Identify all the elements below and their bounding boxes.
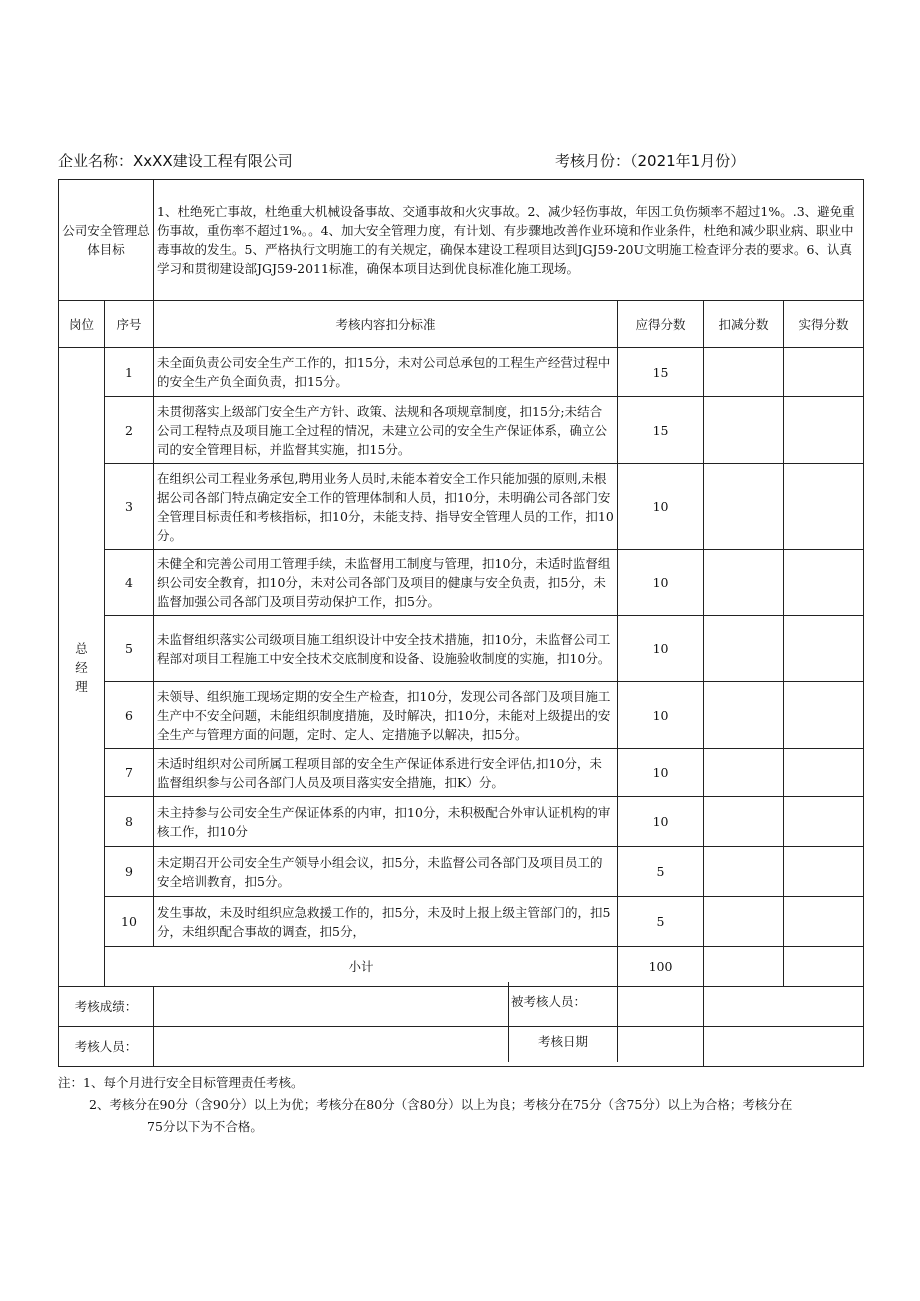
col-post: 岗位 [59, 301, 105, 348]
note-2b-text: 75分以下为不合格。 [147, 1119, 263, 1134]
col-content: 考核内容扣分标准 [154, 301, 618, 348]
date-value[interactable] [704, 1027, 864, 1067]
actual-cell[interactable] [784, 464, 864, 550]
item-score: 10 [618, 797, 704, 847]
item-text: 未定期召开公司安全生产领导小组会议，扣5分，未监督公司各部门及项目员工的安全培训教育，扣5分。 [154, 847, 618, 897]
table-row [59, 847, 864, 897]
subtotal-score: 100 [618, 947, 704, 987]
deduct-cell[interactable] [704, 464, 784, 550]
assessor-label: 考核人员： [59, 1027, 154, 1067]
deduct-cell[interactable] [704, 797, 784, 847]
item-seq: 5 [105, 616, 154, 682]
item-score: 15 [618, 397, 704, 464]
note-1: 注：1、每个月进行安全目标管理责任考核。 [58, 1075, 304, 1090]
deduct-cell[interactable] [704, 397, 784, 464]
assessee-value[interactable] [704, 987, 864, 1027]
actual-cell[interactable] [784, 797, 864, 847]
col-deduct: 扣减分数 [704, 301, 784, 348]
table-row [59, 616, 864, 682]
actual-cell[interactable] [784, 749, 864, 797]
actual-cell[interactable] [784, 348, 864, 397]
item-score: 5 [618, 847, 704, 897]
item-seq: 3 [105, 464, 154, 550]
goal-row [59, 180, 864, 301]
item-seq: 9 [105, 847, 154, 897]
item-text: 未监督组织落实公司级项目施工组织设计中安全技术措施，扣10分，未监督公司工程部对项目工程施工中安全技术交底制度和设备、设施验收制度的实施，扣10分。 [154, 616, 618, 682]
subtotal-actual[interactable] [784, 947, 864, 987]
post-char: 经 [75, 659, 88, 675]
item-score: 10 [618, 616, 704, 682]
item-score: 5 [618, 897, 704, 947]
table-row [59, 550, 864, 616]
header [58, 150, 863, 174]
actual-cell[interactable] [784, 682, 864, 749]
note-2 [58, 1094, 863, 1116]
column-header-row [59, 301, 864, 348]
deduct-cell[interactable] [704, 550, 784, 616]
table-row [59, 464, 864, 550]
table-row [59, 397, 864, 464]
item-text: 未全面负责公司安全生产工作的，扣15分，未对公司总承包的工程生产经营过程中的安全生产负全面负责，扣15分。 [154, 348, 618, 397]
table-row [59, 797, 864, 847]
assessee-divider [617, 982, 618, 1022]
note-2-continued [58, 1116, 863, 1138]
result-label: 考核成绩： [59, 987, 154, 1027]
subtotal-row [59, 947, 864, 987]
item-score: 10 [618, 682, 704, 749]
table-row [59, 682, 864, 749]
actual-cell[interactable] [784, 616, 864, 682]
deduct-cell[interactable] [704, 897, 784, 947]
deduct-cell[interactable] [704, 682, 784, 749]
subtotal-label: 小计 [105, 947, 618, 987]
item-seq: 10 [105, 897, 154, 947]
actual-cell[interactable] [784, 550, 864, 616]
item-text: 在组织公司工程业务承包,聘用业务人员时,未能本着安全工作只能加强的原则,未根据公司各部门特点确定安全工作的管理体制和人员，扣10分，未明确公司各部门安全管理目标责任和考核指标，扣10分，未能支持、指导安全管理人员的工作，扣10分。 [154, 464, 618, 550]
item-seq: 4 [105, 550, 154, 616]
col-actual: 实得分数 [784, 301, 864, 348]
table-row [59, 749, 864, 797]
item-text: 发生事故，未及时组织应急救援工作的，扣5分，未及时上报上级主管部门的，扣5分，未组织配合事故的调查，扣5分， [154, 897, 618, 947]
post-cell [59, 348, 105, 987]
item-seq: 2 [105, 397, 154, 464]
table-row [59, 348, 864, 397]
actual-cell[interactable] [784, 847, 864, 897]
col-due: 应得分数 [618, 301, 704, 348]
goal-text: 1、杜绝死亡事故，杜绝重大机械设备事故、交通事故和火灾事故。2、减少轻伤事故，年因工负伤频率不超过1%。.3、避免重伤事故，重伤率不超过1%。。4、加大安全管理力度，有计划、有步骤地改善作业环境和作业条件，杜绝和减少职业病、职业中毒事故的发生。5、严格执行文明施工的有关规定，确保本建设工程项目达到JGJ59-20U文明施工检查评分表的要求。6、认真学习和贯彻建设部JGJ59-2011标准，确保本项目达到优良标准化施工现场。 [154, 180, 864, 301]
assessor-row [59, 1027, 864, 1067]
item-score: 10 [618, 550, 704, 616]
date-divider [508, 1022, 509, 1062]
item-text: 未领导、组织施工现场定期的安全生产检查，扣10分，发现公司各部门及项目施工生产中不安全问题，未能组织制度措施，及时解决，扣10分，未能对上级提出的安全生产与管理方面的问题，定时、定人、定措施予以解决，扣5分。 [154, 682, 618, 749]
item-text: 未主持参与公司安全生产保证体系的内审，扣10分，未积极配合外审认证机构的审核工作，扣10分 [154, 797, 618, 847]
item-text: 未适时组织对公司所属工程项目部的安全生产保证体系进行安全评估,扣10分，未监督组织参与公司各部门人员及项目落实安全措施，扣K）分。 [154, 749, 618, 797]
item-seq: 6 [105, 682, 154, 749]
item-seq: 7 [105, 749, 154, 797]
table-row [59, 897, 864, 947]
date-divider-right [617, 1022, 618, 1062]
col-seq: 序号 [105, 301, 154, 348]
item-seq: 8 [105, 797, 154, 847]
deduct-cell[interactable] [704, 847, 784, 897]
goal-label: 公司安全管理总体目标 [59, 180, 154, 301]
assessment-table [58, 179, 864, 1067]
notes [58, 1072, 863, 1138]
item-seq: 1 [105, 348, 154, 397]
result-divider [508, 982, 509, 1022]
actual-cell[interactable] [784, 397, 864, 464]
item-text: 未贯彻落实上级部门安全生产方针、政策、法规和各项规章制度，扣15分;未结合公司工程特点及项目施工全过程的情况，未建立公司的安全生产保证体系，确立公司的安全管理目标，并监督其实施，扣15分。 [154, 397, 618, 464]
item-text: 未健全和完善公司用工管理手续，未监督用工制度与管理，扣10分，未适时监督组织公司安全教育，扣10分，未对公司各部门及项目的健康与安全负责，扣5分，未监督加强公司各部门及项目劳动保护工作，扣5分。 [154, 550, 618, 616]
actual-cell[interactable] [784, 897, 864, 947]
subtotal-deduct[interactable] [704, 947, 784, 987]
date-label: 考核日期 [538, 1034, 589, 1049]
deduct-cell[interactable] [704, 348, 784, 397]
assessee-label: 被考核人员： [511, 994, 587, 1009]
result-row [59, 987, 864, 1027]
deduct-cell[interactable] [704, 616, 784, 682]
item-score: 10 [618, 464, 704, 550]
assessment-month: 考核月份：（2021年1月份） [555, 152, 746, 170]
assessor-value[interactable] [154, 1027, 704, 1067]
assessee-label-cell [618, 987, 704, 1027]
item-score: 10 [618, 749, 704, 797]
post-char: 理 [75, 678, 88, 694]
deduct-cell[interactable] [704, 749, 784, 797]
company-name: 企业名称：XxXX建设工程有限公司 [58, 152, 293, 170]
note-2-text: 2、考核分在90分（含90分）以上为优；考核分在80分（含80分）以上为良；考核分在75分（含75分）以上为合格；考核分在 [89, 1097, 793, 1112]
item-score: 15 [618, 348, 704, 397]
post-char: 总 [75, 640, 88, 656]
